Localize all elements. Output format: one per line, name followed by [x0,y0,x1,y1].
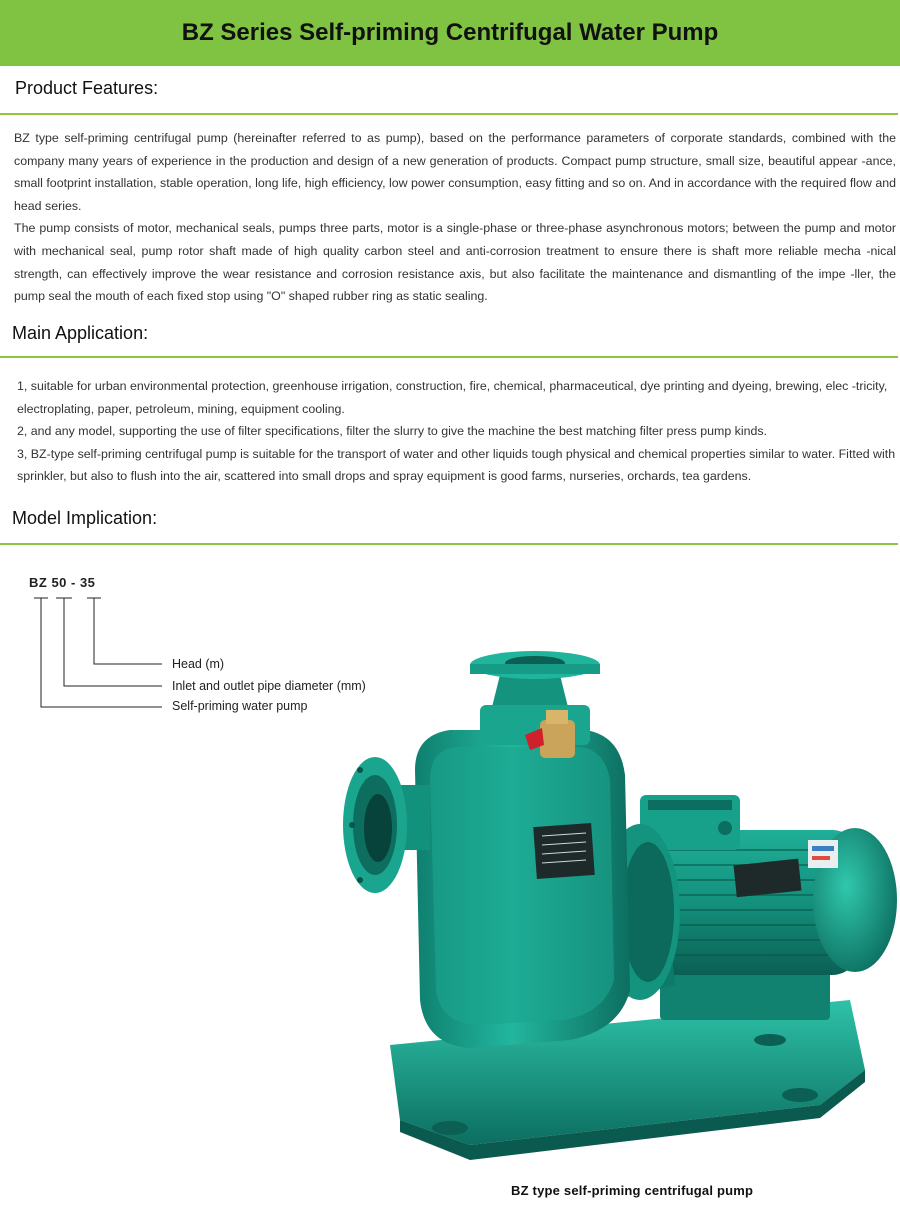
legend-self-priming: Self-priming water pump [172,699,308,713]
application-divider [0,356,898,358]
application-item: 3, BZ-type self-priming centrifugal pump is suitable for the transport of water and other liquids tough physical and chemical properties similar to water. Fitted with sprinkler, but also to flush into the air, scattered into small drops and spray equipment is good farms, nurseries, orchards, tea gardens. [17,446,896,484]
features-title: Product Features: [15,78,159,98]
legend-head: Head (m) [172,657,225,671]
legend-pipe-diameter: Inlet and outlet pipe diameter (mm) [172,679,366,693]
features-paragraph-2: The pump consists of motor, mechanical seals, pumps three parts, motor is a single-phase or three-phase asynchronous motors; between the pump and motor with mechanical seal, pump rotor shaft made of high quality carbon steel and anti-corrosion treatment to ensure there is shaft more reliable mecha -nical strength, can effectively improve the wear resistance and corrosion resistance axis, but also facilitate the maintenance and dismantling of the impe -ller, the pump seal the mouth of each fixed stop using "O" shaped rubber ring as static sealing. [14,221,896,304]
model-legend-lines [0,560,200,720]
application-title: Main Application: [12,323,149,343]
image-caption: BZ type self-priming centrifugal pump [511,1183,754,1198]
pump-image [330,650,900,1170]
features-paragraph-1: BZ type self-priming centrifugal pump (hereinafter referred to as pump), based on the performance parameters of corporate standards, combined with the company many years of experience in the production and design of a new generation of products. Compact pump structure, small size, beautiful appear -ance, small footprint installation, stable operation, long life, high efficiency, low power consumption, easy fitting and so on. And in accordance with the required flow and head series. [14,131,896,213]
features-text [14,127,896,308]
page-title: BZ Series Self-priming Centrifugal Water Pump [181,19,719,46]
header-banner [0,0,900,66]
model-title: Model Implication: [12,508,158,528]
application-item: 1, suitable for urban environmental protection, greenhouse irrigation, construction, fire, chemical, pharmaceutical, dye printing and dyeing, brewing, elec -tricity, electroplating, paper, petroleum, mining, equipment cooling. [17,379,888,416]
features-divider [0,113,898,115]
application-item: 2, and any model, supporting the use of filter specifications, filter the slurry to give the machine the best matching filter press pump kinds. [17,424,768,439]
model-divider [0,543,898,545]
application-list [17,375,897,488]
model-code: BZ 50 - 35 [29,575,96,590]
